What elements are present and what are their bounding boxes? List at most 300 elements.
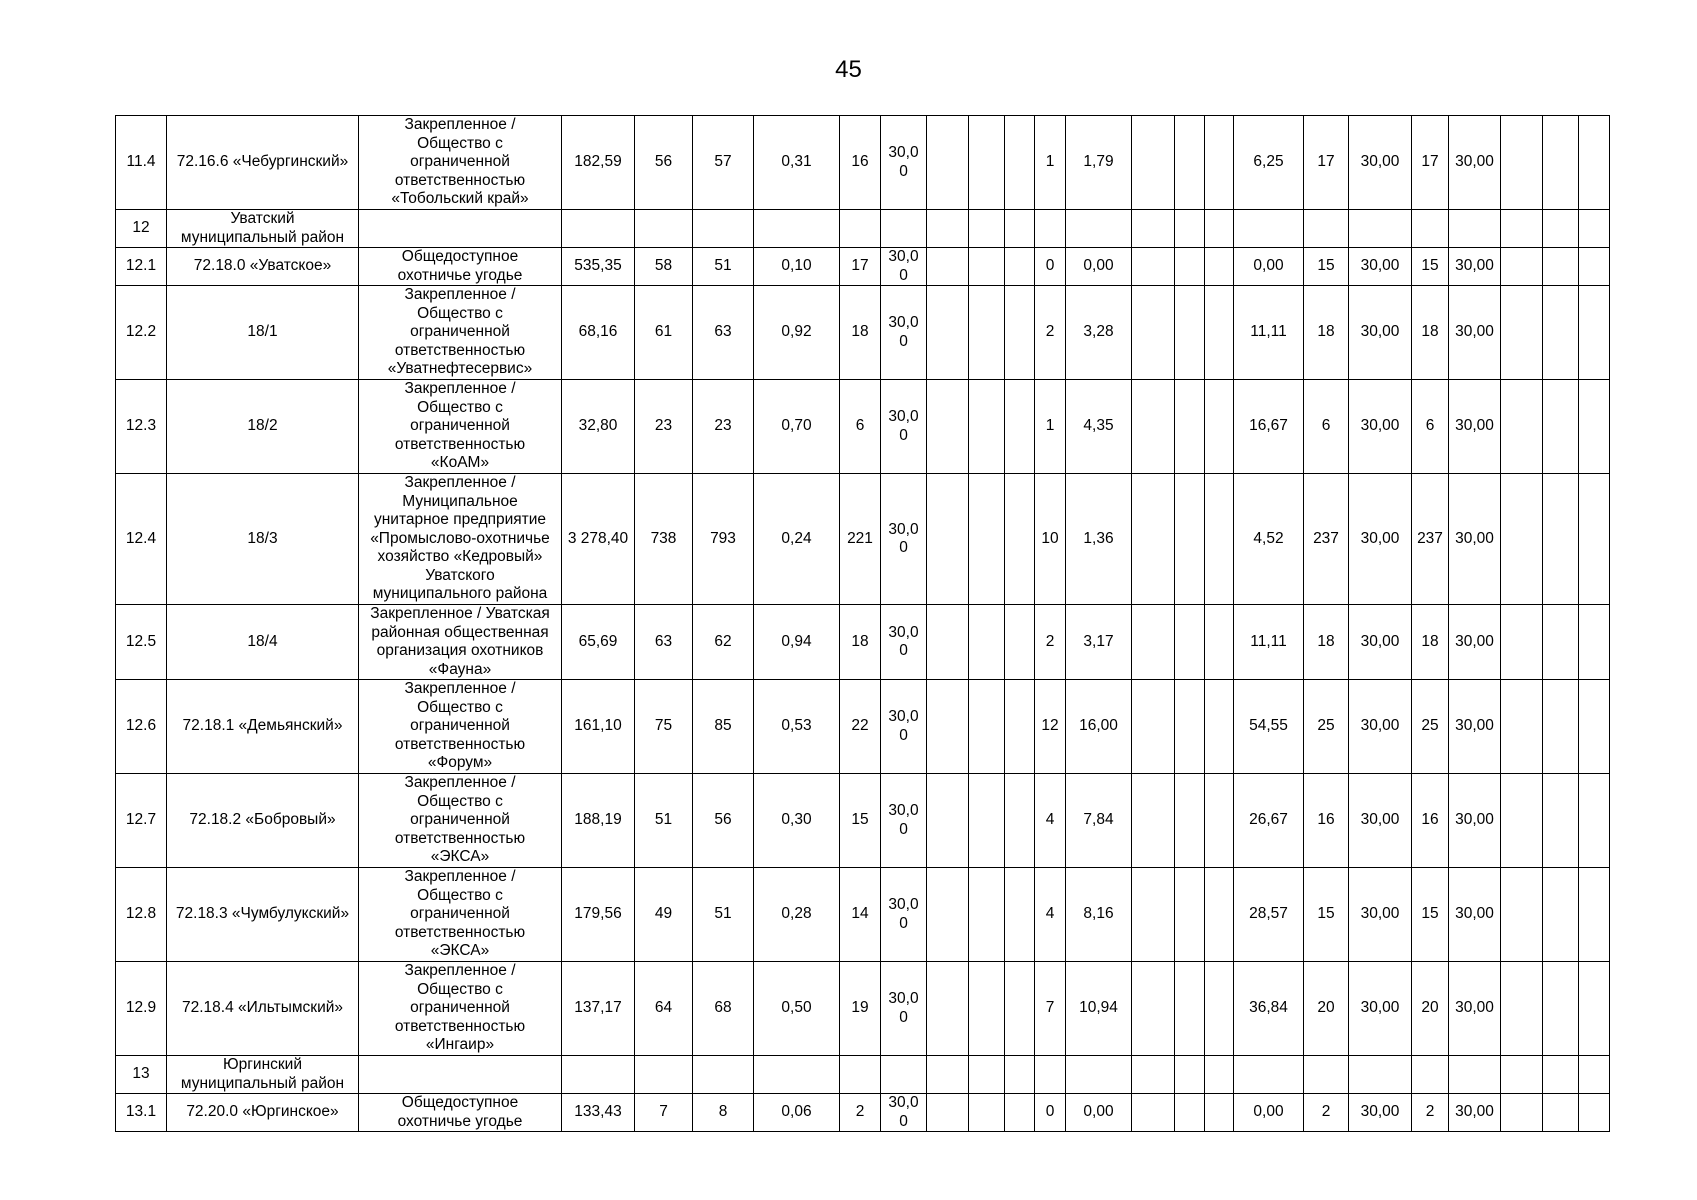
table-cell: 1,79 [1066,116,1132,210]
table-cell: 6,25 [1234,116,1304,210]
table-cell [635,1056,693,1094]
table-cell: 30,0 0 [881,116,927,210]
table-cell [1005,605,1035,680]
table-cell: 0,10 [754,248,840,286]
table-cell: 11.4 [116,116,167,210]
table-cell [562,1056,635,1094]
table-cell: 1,36 [1066,474,1132,605]
table-cell: 30,00 [1349,774,1412,868]
table-cell: 30,00 [1349,380,1412,474]
table-cell [1205,248,1234,286]
table-cell [969,380,1005,474]
table-cell: 12 [1035,680,1066,774]
table-cell [1175,1094,1205,1132]
table-cell: 8,16 [1066,868,1132,962]
table-cell: 2 [1035,605,1066,680]
table-cell [1175,962,1205,1056]
table-cell: Общедоступное охотничье угодье [359,248,562,286]
table-cell: 72.18.3 «Чумбулукский» [167,868,359,962]
table-cell [1035,1056,1066,1094]
table-cell: 20 [1304,962,1349,1056]
table-cell: 25 [1304,680,1349,774]
table-cell [1175,474,1205,605]
table-cell: 30,0 0 [881,605,927,680]
table-cell [1205,680,1234,774]
table-cell: 30,0 0 [881,1094,927,1132]
table-cell: 13 [116,1056,167,1094]
table-cell [927,680,969,774]
table-cell: Уватский муниципальный район [167,210,359,248]
table-cell: 58 [635,248,693,286]
table-cell: 57 [693,116,754,210]
table-cell: 137,17 [562,962,635,1056]
table-cell [1501,774,1543,868]
table-cell [754,210,840,248]
table-cell [927,286,969,380]
page-number: 45 [835,56,862,83]
table-cell [1579,680,1610,774]
table-cell: 0,00 [1234,1094,1304,1132]
table-cell [1205,380,1234,474]
table-cell [1132,962,1175,1056]
table-cell: 30,00 [1349,474,1412,605]
table-cell: 20 [1412,962,1449,1056]
table-cell: 30,00 [1449,286,1501,380]
hunting-grounds-table [115,115,1610,1132]
table-cell: 18 [1412,286,1449,380]
table-cell: 2 [1304,1094,1349,1132]
table-cell: 30,00 [1449,116,1501,210]
table-cell [969,474,1005,605]
table-cell: 16 [1412,774,1449,868]
table-cell: 64 [635,962,693,1056]
table-cell: 63 [693,286,754,380]
table-cell [1543,605,1579,680]
table-cell [1543,1056,1579,1094]
table-cell: 30,00 [1349,868,1412,962]
table-cell: 2 [1035,286,1066,380]
table-cell: 72.18.1 «Демьянский» [167,680,359,774]
table-cell [1412,210,1449,248]
table-cell [927,116,969,210]
table-cell: 72.18.0 «Уватское» [167,248,359,286]
table-cell [1132,474,1175,605]
table-cell [1005,210,1035,248]
table-cell [635,210,693,248]
table-cell [1205,774,1234,868]
table-cell: 23 [635,380,693,474]
table-cell [1175,210,1205,248]
table-cell [1501,116,1543,210]
table-cell: 72.18.2 «Бобровый» [167,774,359,868]
table-cell: 63 [635,605,693,680]
table-cell [1501,605,1543,680]
table-cell: 0 [1035,1094,1066,1132]
table-cell [1579,248,1610,286]
table-cell: 0,70 [754,380,840,474]
table-cell: Закрепленное / Общество с ограниченной ответственностью «ЭКСА» [359,868,562,962]
table-cell [1501,286,1543,380]
table-cell [1132,680,1175,774]
table-cell [1304,1056,1349,1094]
table-cell [1543,248,1579,286]
table-cell [1005,962,1035,1056]
table-cell: 14 [840,868,881,962]
table-cell [969,116,1005,210]
table-cell: 18 [1304,286,1349,380]
table-cell [1579,868,1610,962]
table-cell [1449,210,1501,248]
table-cell: 12.6 [116,680,167,774]
table-cell: 61 [635,286,693,380]
table-cell: 30,0 0 [881,380,927,474]
table-cell: 15 [840,774,881,868]
table-cell: 65,69 [562,605,635,680]
table-cell: 72.16.6 «Чебургинский» [167,116,359,210]
table-cell: 7,84 [1066,774,1132,868]
table-cell: 51 [693,248,754,286]
table-cell: 7 [635,1094,693,1132]
table-cell: 30,00 [1349,116,1412,210]
table-cell [969,286,1005,380]
table-cell [1501,680,1543,774]
table-cell: 12.2 [116,286,167,380]
table-cell [1543,868,1579,962]
table-cell: 51 [693,868,754,962]
table-cell: 182,59 [562,116,635,210]
table-cell: 0,00 [1066,248,1132,286]
table-cell: 36,84 [1234,962,1304,1056]
table-cell: 2 [840,1094,881,1132]
table-cell: 17 [840,248,881,286]
table-cell: 18 [840,286,881,380]
table-cell [1205,605,1234,680]
table-cell [1579,1056,1610,1094]
table-cell [1066,1056,1132,1094]
table-cell: Закрепленное / Общество с ограниченной ответственностью «КоАМ» [359,380,562,474]
table-cell: 0,94 [754,605,840,680]
table-cell: 30,0 0 [881,680,927,774]
table-cell [969,248,1005,286]
table-cell [1205,286,1234,380]
table-cell [1175,116,1205,210]
table-cell [1304,210,1349,248]
table-cell [1005,1056,1035,1094]
table-cell: Общедоступное охотничье угодье [359,1094,562,1132]
table-cell: 0,28 [754,868,840,962]
table-cell [693,1056,754,1094]
table-cell: 12.8 [116,868,167,962]
table-cell [1501,962,1543,1056]
table-cell: 16,67 [1234,380,1304,474]
table-cell: 12.5 [116,605,167,680]
table-cell [359,1056,562,1094]
table-cell: 6 [840,380,881,474]
table-cell: 0,92 [754,286,840,380]
table-cell: 30,00 [1349,248,1412,286]
table-cell: 68 [693,962,754,1056]
table-cell [1005,774,1035,868]
table-cell [1132,868,1175,962]
table-cell [1579,605,1610,680]
table-cell [1132,1094,1175,1132]
table-cell [1205,962,1234,1056]
table-cell [1579,774,1610,868]
table-cell: 237 [1412,474,1449,605]
table-cell: 30,00 [1449,1094,1501,1132]
table-cell: 0,50 [754,962,840,1056]
table-row [116,868,1610,962]
table-cell: 0,06 [754,1094,840,1132]
table-cell: 17 [1412,116,1449,210]
table-cell [1543,774,1579,868]
table-cell [1205,1056,1234,1094]
table-cell: 4 [1035,774,1066,868]
table-cell: 56 [635,116,693,210]
table-cell: 17 [1304,116,1349,210]
table-cell [1205,868,1234,962]
table-row [116,248,1610,286]
table-body [116,116,1610,1132]
table-cell: 18 [840,605,881,680]
table-cell: 30,00 [1449,962,1501,1056]
table-cell: 2 [1412,1094,1449,1132]
table-cell: 22 [840,680,881,774]
table-cell: 72.20.0 «Юргинское» [167,1094,359,1132]
table-cell: 30,00 [1449,774,1501,868]
table-cell: 0,00 [1234,248,1304,286]
table-cell [754,1056,840,1094]
table-cell: 6 [1304,380,1349,474]
table-cell [881,210,927,248]
table-cell [927,605,969,680]
table-cell [1501,1056,1543,1094]
table-cell: 56 [693,774,754,868]
table-cell [927,210,969,248]
table-row [116,680,1610,774]
table-cell: 0 [1035,248,1066,286]
table-cell [1175,605,1205,680]
table-cell: 23 [693,380,754,474]
table-cell: 26,67 [1234,774,1304,868]
table-cell [1132,774,1175,868]
table-cell [1205,1094,1234,1132]
table-cell: 30,00 [1449,474,1501,605]
table-cell: 8 [693,1094,754,1132]
table-cell [1205,210,1234,248]
table-cell: Закрепленное / Уватская районная общественная организация охотников «Фауна» [359,605,562,680]
table-cell [969,1056,1005,1094]
table-cell [1175,286,1205,380]
table-cell: 12.7 [116,774,167,868]
table-cell [927,380,969,474]
table-cell: 85 [693,680,754,774]
table-cell [969,1094,1005,1132]
table-cell [1175,868,1205,962]
table-cell: 30,0 0 [881,248,927,286]
table-row [116,774,1610,868]
table-cell [840,1056,881,1094]
table-cell: 30,0 0 [881,286,927,380]
table-cell: 15 [1412,248,1449,286]
table-cell: 12.4 [116,474,167,605]
table-cell: 11,11 [1234,605,1304,680]
table-cell: 0,00 [1066,1094,1132,1132]
table-row [116,116,1610,210]
table-cell: 6 [1412,380,1449,474]
table-cell: 30,00 [1449,380,1501,474]
table-cell [840,210,881,248]
table-cell [1205,116,1234,210]
table-cell: 1 [1035,380,1066,474]
table-cell [359,210,562,248]
table-cell: 15 [1304,248,1349,286]
table-cell [1501,474,1543,605]
table-cell [927,962,969,1056]
table-cell [1449,1056,1501,1094]
table-cell: 51 [635,774,693,868]
table-cell: 221 [840,474,881,605]
table-cell: 237 [1304,474,1349,605]
table-cell [1543,286,1579,380]
table-cell: 12 [116,210,167,248]
table-cell [1005,868,1035,962]
table-cell: 179,56 [562,868,635,962]
table-row [116,1094,1610,1132]
table-cell: Юргинский муниципальный район [167,1056,359,1094]
table-cell [1005,380,1035,474]
table-cell [1579,286,1610,380]
table-cell: 30,0 0 [881,474,927,605]
table-cell: 30,00 [1449,868,1501,962]
table-cell: 10,94 [1066,962,1132,1056]
table-cell: 68,16 [562,286,635,380]
table-cell: Закрепленное / Общество с ограниченной ответственностью «Тобольский край» [359,116,562,210]
table-cell: 49 [635,868,693,962]
table-cell: 30,00 [1349,1094,1412,1132]
table-cell: 30,0 0 [881,962,927,1056]
table-cell: 7 [1035,962,1066,1056]
table-cell [927,248,969,286]
table-cell [1579,380,1610,474]
table-cell: 738 [635,474,693,605]
table-cell: 30,00 [1349,680,1412,774]
table-cell: 4,35 [1066,380,1132,474]
table-cell: 75 [635,680,693,774]
table-cell [1005,474,1035,605]
table-cell [1501,380,1543,474]
table-row [116,286,1610,380]
table-cell [969,774,1005,868]
table-cell [1543,210,1579,248]
table-cell [969,962,1005,1056]
table-cell: 18/2 [167,380,359,474]
table-cell [1234,210,1304,248]
table-cell [1412,1056,1449,1094]
table-cell: 4,52 [1234,474,1304,605]
table-cell [1234,1056,1304,1094]
table-cell [1543,474,1579,605]
table-row [116,962,1610,1056]
table-cell: 188,19 [562,774,635,868]
table-cell: 28,57 [1234,868,1304,962]
table-cell: 12.1 [116,248,167,286]
table-cell [1579,116,1610,210]
table-cell [1579,210,1610,248]
table-cell: 30,00 [1449,605,1501,680]
table-cell [1132,116,1175,210]
table-cell: 18/3 [167,474,359,605]
table-cell [1005,680,1035,774]
table-cell [1349,1056,1412,1094]
table-cell: 13.1 [116,1094,167,1132]
table-cell: 72.18.4 «Ильтымский» [167,962,359,1056]
table-cell [1175,1056,1205,1094]
table-cell: 0,31 [754,116,840,210]
table-cell: 3,28 [1066,286,1132,380]
table-cell [1175,680,1205,774]
table-cell: 133,43 [562,1094,635,1132]
table-cell: 3,17 [1066,605,1132,680]
table-cell [1132,210,1175,248]
table-cell: 32,80 [562,380,635,474]
table-cell: 15 [1412,868,1449,962]
table-cell: Закрепленное / Муниципальное унитарное предприятие «Промыслово-охотничье хозяйство «Кедровый» Уватского муниципального района [359,474,562,605]
table-cell: 62 [693,605,754,680]
table-cell: 18 [1304,605,1349,680]
table-cell: 793 [693,474,754,605]
table-cell: 4 [1035,868,1066,962]
table-cell [1543,962,1579,1056]
table-cell [1005,286,1035,380]
table-cell: 18 [1412,605,1449,680]
table-cell: 3 278,40 [562,474,635,605]
table-cell [969,605,1005,680]
table-cell [562,210,635,248]
table-cell [1543,116,1579,210]
table-cell [1005,116,1035,210]
table-row [116,474,1610,605]
table-cell: 16 [840,116,881,210]
table-cell [927,474,969,605]
table-cell: 19 [840,962,881,1056]
table-row [116,380,1610,474]
table-cell [1543,380,1579,474]
table-cell: 161,10 [562,680,635,774]
table-cell: 30,00 [1449,680,1501,774]
table-row [116,1056,1610,1094]
table-cell: 54,55 [1234,680,1304,774]
table-cell [1132,1056,1175,1094]
table-cell [1579,962,1610,1056]
table-cell [1349,210,1412,248]
table-cell: 18/1 [167,286,359,380]
table-cell [1175,248,1205,286]
table-cell [1501,868,1543,962]
table-cell: 0,24 [754,474,840,605]
table-cell: 0,30 [754,774,840,868]
table-cell [1501,248,1543,286]
table-cell: 30,0 0 [881,868,927,962]
table-cell: 30,00 [1449,248,1501,286]
table-cell [969,868,1005,962]
table-cell [1132,380,1175,474]
table-cell [1543,680,1579,774]
table-cell: 30,00 [1349,962,1412,1056]
table-cell [927,868,969,962]
table-cell [1035,210,1066,248]
table-cell [1005,1094,1035,1132]
